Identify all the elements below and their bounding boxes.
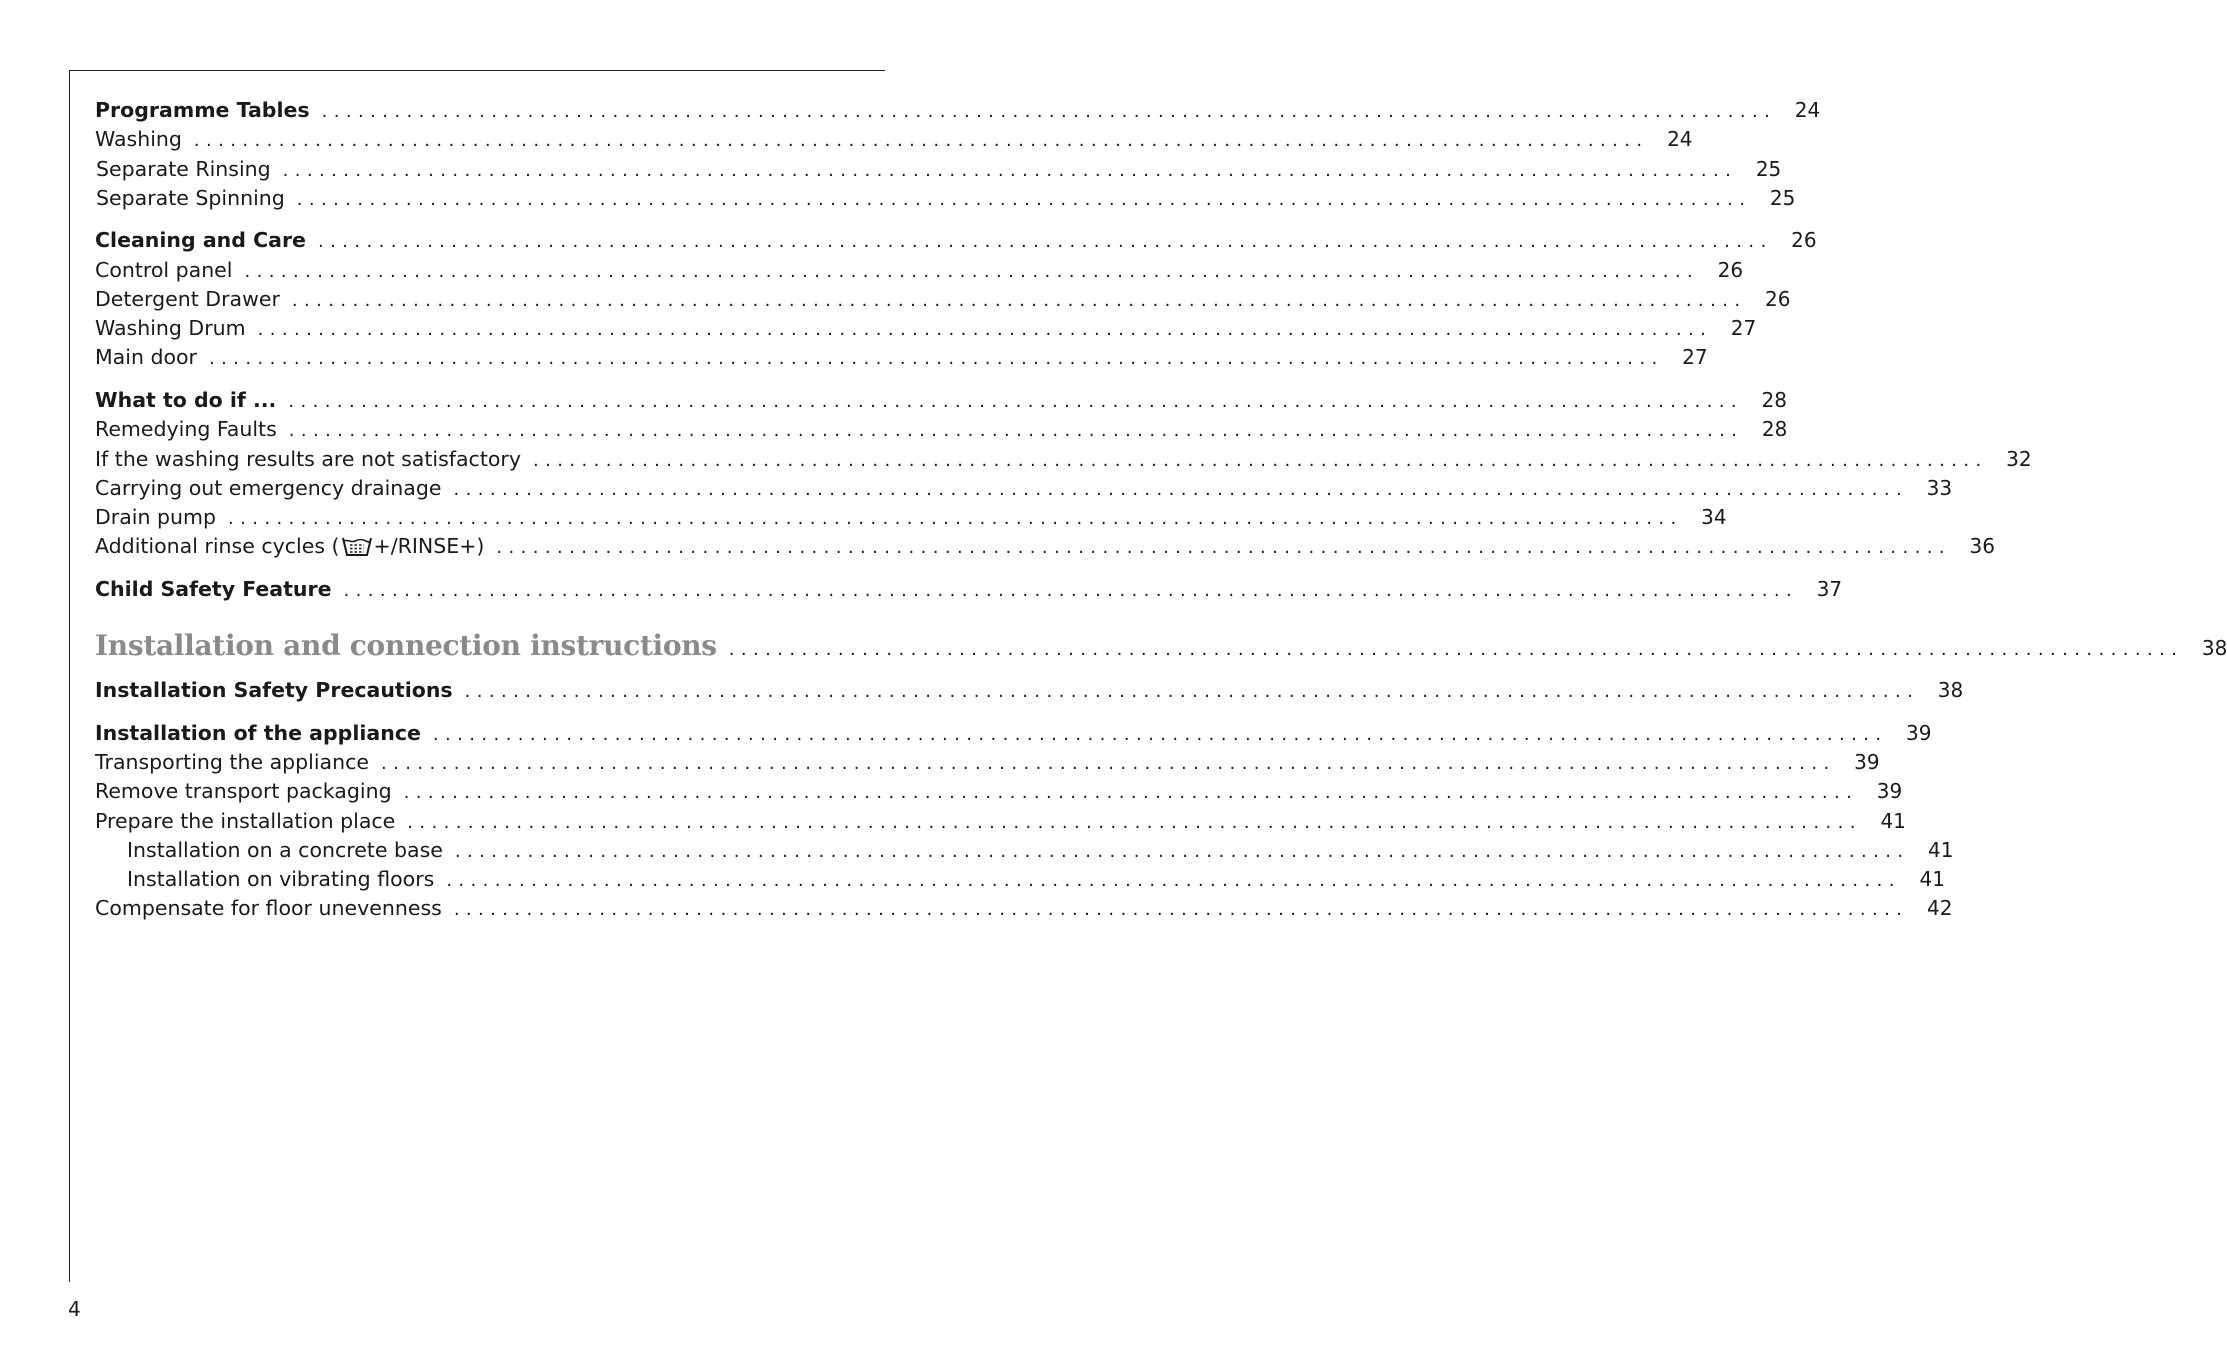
toc-entry-label: Washing <box>95 127 182 151</box>
toc-entry-label: Installation of the appliance <box>95 721 421 745</box>
toc-entry-label: Separate Rinsing <box>96 157 271 181</box>
toc-entry-label: Compensate for floor unevenness <box>95 896 442 920</box>
toc-leader-dots: ........................................................................................................................ <box>453 479 1909 500</box>
toc-page-number: 33 <box>1926 476 1953 500</box>
toc-leader-dots: ........................................................................................................................ <box>453 899 1909 920</box>
toc-entry-vibrating-floors[interactable] <box>127 865 1945 893</box>
toc-leader-dots: ........................................................................................................................ <box>227 508 1683 529</box>
toc-entry-label: Installation on a concrete base <box>127 838 443 862</box>
toc-page-number: 26 <box>1765 287 1791 311</box>
toc-entry-transporting[interactable] <box>95 748 1880 776</box>
toc-section-installation[interactable] <box>95 626 2227 666</box>
toc-label-text: +/RINSE+) <box>373 534 485 558</box>
toc-leader-dots: ........................................................................................................................ <box>728 639 2184 660</box>
toc-entry-label: Washing Drum <box>95 316 246 340</box>
toc-entry-label: What to do if ... <box>95 388 277 412</box>
toc-leader-dots: ........................................................................................................................ <box>343 580 1799 601</box>
toc-entry-label: Cleaning and Care <box>95 228 306 252</box>
toc-leader-dots: ........................................................................................................................ <box>496 537 1951 558</box>
toc-leader-dots: ........................................................................................................................ <box>193 130 1649 151</box>
toc-leader-dots: ........................................................................................................................ <box>288 391 1743 412</box>
toc-entry-detergent-drawer[interactable] <box>95 285 1791 313</box>
toc-page-number: 42 <box>1926 896 1953 920</box>
toc-page-number: 41 <box>1928 838 1954 862</box>
toc-page-number: 38 <box>1937 678 1964 702</box>
toc-page-number: 28 <box>1761 417 1788 441</box>
toc-leader-dots: ........................................................................................................................ <box>282 160 1738 181</box>
toc-page-number: 27 <box>1682 345 1708 369</box>
toc-entry-drain-pump[interactable] <box>95 503 1727 531</box>
toc-page-number: 38 <box>2201 636 2227 660</box>
toc-entry-control-panel[interactable] <box>95 256 1744 284</box>
toc-entry-programme-tables[interactable] <box>95 96 1821 124</box>
toc-entry-label: Transporting the appliance <box>95 750 369 774</box>
toc-page-number: 24 <box>1667 127 1693 151</box>
toc-entry-floor-unevenness[interactable] <box>95 894 1953 922</box>
toc-section-title: Installation and connection instructions <box>95 629 717 662</box>
toc-page-number: 32 <box>2006 447 2032 471</box>
toc-entry-emergency-drainage[interactable] <box>95 474 1953 502</box>
toc-page-number: 24 <box>1794 98 1821 122</box>
toc-entry-label: Drain pump <box>95 505 216 529</box>
toc-page-number: 26 <box>1717 258 1744 282</box>
toc-page-number: 39 <box>1854 750 1880 774</box>
toc-entry-label: Separate Spinning <box>96 186 285 210</box>
toc-leader-dots: ........................................................................................................................ <box>464 681 1920 702</box>
toc-page-number: 25 <box>1769 186 1796 210</box>
toc-entry-label: Remove transport packaging <box>95 779 392 803</box>
toc-entry-installation-safety[interactable] <box>95 676 1964 704</box>
left-rule <box>69 70 70 1282</box>
toc-label-text: Additional rinse cycles ( <box>95 534 340 558</box>
toc-leader-dots: ........................................................................................................................ <box>288 420 1744 441</box>
toc-entry-additional-rinse-cycles[interactable] <box>95 532 1995 560</box>
toc-leader-dots: ........................................................................................................................ <box>296 189 1752 210</box>
toc-page-number: 28 <box>1761 388 1787 412</box>
toc-leader-dots: ........................................................................................................................ <box>407 812 1862 833</box>
toc-entry-washing-drum[interactable] <box>95 314 1757 342</box>
toc-page-number: 41 <box>1880 809 1906 833</box>
toc-entry-child-safety-feature[interactable] <box>95 575 1843 603</box>
toc-page-number: 39 <box>1906 721 1932 745</box>
rinse-tub-icon <box>341 535 373 557</box>
toc-entry-label: Remedying Faults <box>95 417 277 441</box>
toc-entry-installation-of-appliance[interactable] <box>95 719 1932 747</box>
toc-entry-label: Child Safety Feature <box>95 577 332 601</box>
toc-leader-dots: ........................................................................................................................ <box>321 101 1777 122</box>
top-rule <box>69 70 885 71</box>
toc-page-number: 26 <box>1791 228 1817 252</box>
toc-leader-dots: ........................................................................................................................ <box>454 841 1910 862</box>
toc-leader-dots: ........................................................................................................................ <box>403 782 1859 803</box>
toc-leader-dots: ........................................................................................................................ <box>244 261 1700 282</box>
toc-entry-label: Installation on vibrating floors <box>127 867 435 891</box>
toc-page-number: 41 <box>1919 867 1945 891</box>
toc-entry-label: Installation Safety Precautions <box>95 678 453 702</box>
page-number: 4 <box>68 1297 81 1321</box>
toc-entry-installation-place[interactable] <box>95 807 1906 835</box>
toc-leader-dots: ........................................................................................................................ <box>446 870 1901 891</box>
toc-page-number: 34 <box>1701 505 1727 529</box>
toc-entry-label: Carrying out emergency drainage <box>95 476 442 500</box>
toc-entry-concrete-base[interactable] <box>127 836 1954 864</box>
toc-leader-dots: ........................................................................................................................ <box>532 450 1988 471</box>
toc-entry-washing[interactable] <box>95 125 1693 153</box>
toc-entry-main-door[interactable] <box>95 343 1708 371</box>
toc-leader-dots: ........................................................................................................................ <box>257 319 1713 340</box>
toc-entry-transport-packaging[interactable] <box>95 777 1903 805</box>
toc-entry-label: Control panel <box>95 258 233 282</box>
toc-leader-dots: ........................................................................................................................ <box>381 753 1836 774</box>
toc-leader-dots: ........................................................................................................................ <box>432 724 1888 745</box>
toc-entry-remedying-faults[interactable] <box>95 415 1788 443</box>
toc-entry-separate-spinning[interactable] <box>96 184 1796 212</box>
toc-page-number: 39 <box>1876 779 1903 803</box>
toc-entry-what-to-do-if[interactable] <box>95 386 1787 414</box>
toc-entry-label: If the washing results are not satisfactory <box>95 447 521 471</box>
toc-entry-label: Main door <box>95 345 197 369</box>
toc-leader-dots: ........................................................................................................................ <box>208 348 1664 369</box>
toc-entry-label: Programme Tables <box>95 98 310 122</box>
toc-entry-washing-results[interactable] <box>95 445 2032 473</box>
toc-page-number: 37 <box>1816 577 1843 601</box>
toc-leader-dots: ........................................................................................................................ <box>291 290 1747 311</box>
toc-leader-dots: ........................................................................................................................ <box>317 231 1773 252</box>
toc-entry-label: Detergent Drawer <box>95 287 280 311</box>
toc-entry-label: Prepare the installation place <box>95 809 396 833</box>
toc-page-number: 36 <box>1969 534 1995 558</box>
toc-entry-separate-rinsing[interactable] <box>96 155 1782 183</box>
toc-page-number: 25 <box>1755 157 1782 181</box>
toc-page-number: 27 <box>1730 316 1757 340</box>
toc-entry-label <box>95 532 484 560</box>
toc-entry-cleaning-and-care[interactable] <box>95 226 1817 254</box>
